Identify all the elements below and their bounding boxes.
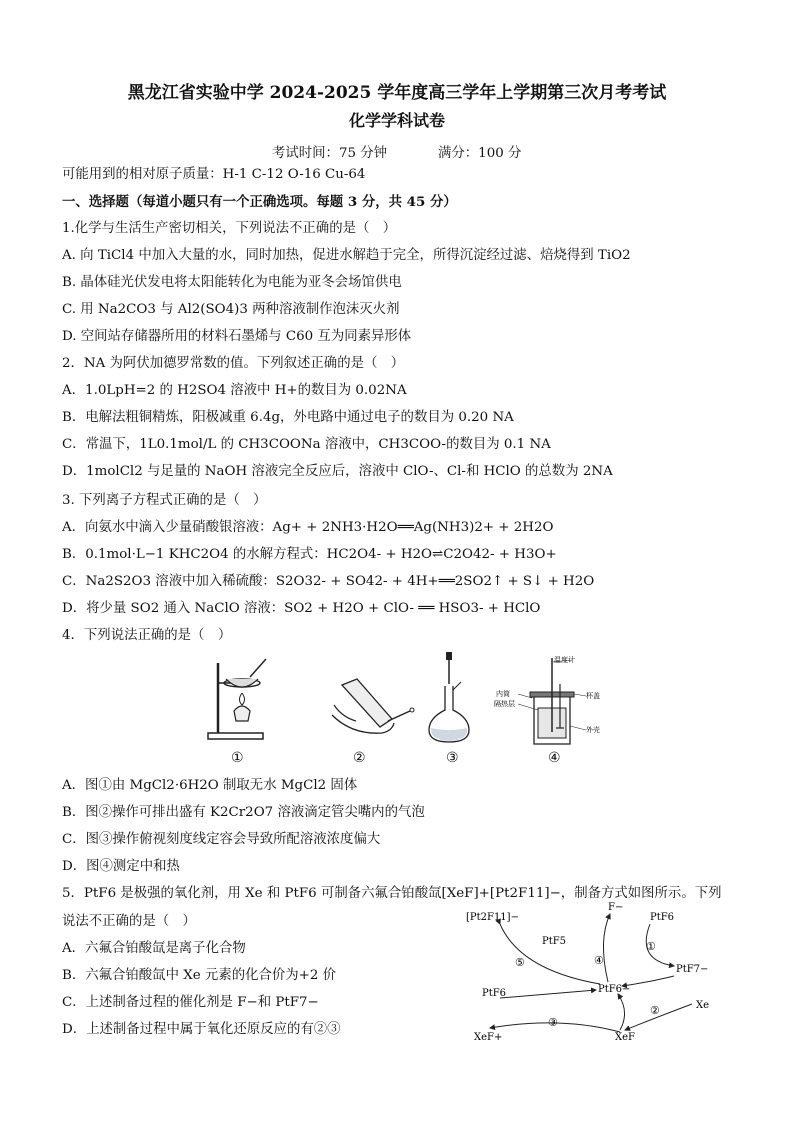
step-2-label: ② [650,1004,660,1017]
q4-option-b: B．图②操作可排出盛有 K2Cr2O7 溶液滴定管尖嘴内的气泡 [62,805,425,820]
ptf6-center-label: PtF6− [598,984,631,995]
q5-option-a: A．六氟合铂酸氙是离子化合物 [62,941,246,956]
f-minus-label: F− [608,902,624,913]
ptf5-label: PtF5 [542,936,567,947]
q1-option-a: A. 向 TiCl4 中加入大量的水，同时加热，促进水解趋于完全，所得沉淀经过滤、焙烧得到 TiO2 [62,248,631,263]
q1-stem: 1.化学与生活生产密切相关，下列说法不正确的是（ ） [62,221,397,236]
figure-1-evaporation [200,655,290,745]
figure-4-calorimeter [494,654,604,746]
q3-option-a: A．向氨水中滴入少量硝酸银溶液：Ag+ + 2NH3·H2O══Ag(NH3)2+ + 2H2O [62,520,554,535]
q3-stem: 3. 下列离子方程式正确的是（ ） [62,493,267,508]
thermometer-label: 温度计 [554,656,575,664]
insulation-label: 隔热层 [494,700,515,708]
exam-subtitle: 化学学科试卷 [348,111,445,130]
ptf6-top-label: PtF6 [650,912,675,923]
q4-option-d: D．图④测定中和热 [62,859,180,874]
q2-option-b: B．电解法粗铜精炼，阳极减重 6.4g，外电路中通过电子的数目为 0.20 NA [62,410,514,425]
xef-plus-label: XeF+ [474,1032,503,1043]
q5-reaction-cycle-diagram [460,900,720,1050]
xe-label: Xe [696,1000,710,1011]
pt2f11-label: [Pt2F11]− [466,912,519,923]
q2-option-d: D．1molCl2 与足量的 NaOH 溶液完全反应后，溶液中 ClO-、Cl-和 HClO 的总数为 2NA [62,464,613,479]
q5-option-b: B．六氟合铂酸氙中 Xe 元素的化合价为+2 价 [62,968,337,983]
ptf7-label: PtF7− [676,964,709,975]
q4-option-c: C．图③操作俯视刻度线定容会导致所配溶液浓度偏大 [62,832,381,847]
q2-option-c: C．常温下，1L0.1mol/L 的 CH3COONa 溶液中，CH3COO-的数目为 0.1 NA [62,437,551,452]
q3-option-c: C．Na2S2O3 溶液中加入稀硫酸：S2O32- + SO42- + 4H+══2SO2↑ + S↓ + H2O [62,574,595,589]
step-1-label: ① [646,940,656,953]
xef-label: XeF [615,1032,635,1043]
exam-score: 满分：100 分 [438,146,522,161]
q1-option-d: D. 空间站存储器所用的材料石墨烯与 C60 互为同素异形体 [62,329,412,344]
q3-option-d: D．将少量 SO2 通入 NaClO 溶液：SO2 + H2O + ClO- ══ HSO3- + HClO [62,601,541,616]
figure-1-label: ① [231,750,244,766]
q5-option-d: D．上述制备过程中属于氧化还原反应的有②③ [62,1022,341,1037]
q3-option-b: B．0.1mol·L−1 KHC2O4 的水解方程式：HC2O4- + H2O⇌C2O42- + H3O+ [62,547,557,562]
figure-3-label: ③ [446,750,459,766]
figure-2-burette [322,675,422,745]
section-heading: 一、选择题（每道小题只有一个正确选项。每题 3 分，共 45 分） [62,194,457,210]
q2-option-a: A．1.0LpH=2 的 H2SO4 溶液中 H+的数目为 0.02NA [62,383,407,398]
q5-stem-line2: 说法不正确的是（ ） [62,914,196,929]
step-4-label: ④ [594,954,604,967]
step-3-label: ③ [548,1016,558,1029]
q5-option-c: C．上述制备过程的催化剂是 F−和 PtF7− [62,995,319,1010]
step-5-label: ⑤ [515,956,525,969]
lid-label: 杯盖 [586,692,600,700]
exam-title: 黑龙江省实验中学 2024-2025 学年度高三学年上学期第三次月考考试 [127,83,667,103]
exam-time: 考试时间：75 分钟 [272,146,388,161]
ptf6-left-label: PtF6 [482,988,507,999]
q4-option-a: A．图①由 MgCl2·6H2O 制取无水 MgCl2 固体 [62,778,358,793]
q4-stem: 4．下列说法正确的是（ ） [62,628,232,643]
shell-label: 外壳 [586,726,600,734]
q1-option-c: C. 用 Na2CO3 与 Al2(SO4)3 两种溶液制作泡沫灭火剂 [62,302,400,317]
figure-4-label: ④ [548,750,561,766]
q1-option-b: B. 晶体硅光伏发电将太阳能转化为电能为亚冬会场馆供电 [62,275,402,290]
inner-cup-label: 内筒 [496,690,510,698]
figure-3-volumetric-flask [425,650,475,745]
atomic-masses: 可能用到的相对原子质量：H-1 C-12 O-16 Cu-64 [62,167,366,182]
figure-2-label: ② [353,750,366,766]
q2-stem: 2．NA 为阿伏加德罗常数的值。下列叙述正确的是（ ） [62,356,405,371]
q5-stem-line1: 5．PtF6 是极强的氧化剂，用 Xe 和 PtF6 可制备六氟合铂酸氙[XeF]+[Pt2F11]−，制备方式如图所示。下列 [62,886,722,901]
